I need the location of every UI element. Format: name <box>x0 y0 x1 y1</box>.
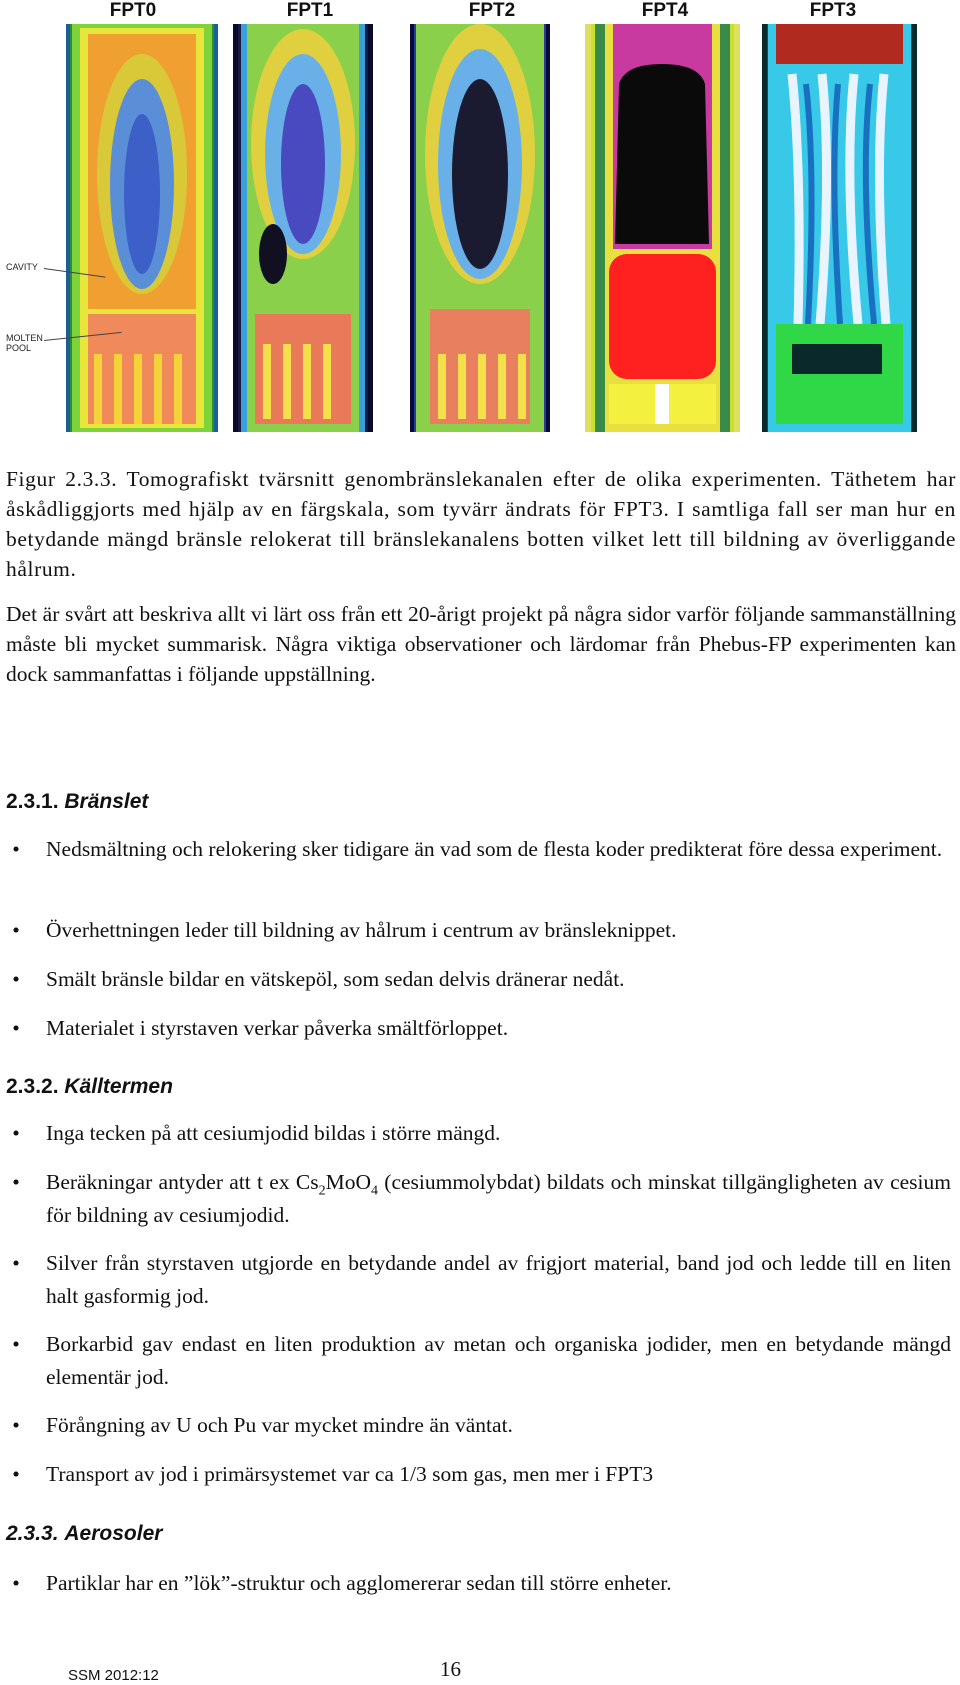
bullet-item: • Förångning av U och Pu var mycket mindre än väntat. <box>6 1409 956 1442</box>
bullet-icon: • <box>12 1170 20 1194</box>
panel-label-fpt3: FPT3 <box>809 0 857 21</box>
panel-label-fpt0: FPT0 <box>109 0 157 21</box>
figure-caption: Figur 2.3.3. Tomografiskt tvärsnitt genombränslekanalen efter de olika experimenten. Täthetem har åskådliggjorts med hjälp av en färgskala, som tyvärr ändrats för FPT3. I samtliga fall ser man hur en betydande mängd bränsle relokerat till bränslekanalens botten vilket lett till bildning av överliggande hålrum. <box>6 467 956 581</box>
bullet-icon: • <box>12 967 20 991</box>
bullet-item: • Borkarbid gav endast en liten produktion av metan och organiska jodider, men en betydande mängd elementär jod. <box>6 1328 956 1394</box>
bullet-item: • Smält bränsle bildar en vätskepöl, som sedan delvis dränerar nedåt. <box>6 963 956 996</box>
bullet-icon: • <box>12 1121 20 1145</box>
panel-label-fpt4: FPT4 <box>641 0 689 21</box>
bullet-icon: • <box>12 1462 20 1486</box>
section-title: Bränslet <box>64 790 149 813</box>
cavity-label: CAVITY <box>6 262 38 272</box>
tomography-figure <box>0 0 960 440</box>
tomogram-fpt4 <box>585 24 740 432</box>
bullet-icon: • <box>12 918 20 942</box>
section-number: 2.3.3. <box>6 1522 59 1545</box>
tomogram-fpt3 <box>762 24 917 432</box>
pool-label: POOL <box>6 343 32 353</box>
bullet-item: • Inga tecken på att cesiumjodid bildas i större mängd. <box>6 1117 956 1150</box>
tomogram-fpt0 <box>66 24 218 432</box>
tomogram-fpt1 <box>233 24 373 432</box>
bullet-item: • Nedsmältning och relokering sker tidigare än vad som de flesta koder predikterat före dessa experiment. <box>6 833 956 866</box>
bullet-icon: • <box>12 837 20 861</box>
section-title: Aerosoler <box>64 1522 163 1545</box>
bullet-icon: • <box>12 1251 20 1275</box>
tomogram-fpt2 <box>410 24 550 432</box>
section-heading-aerosoler <box>6 1522 162 1546</box>
panel-label-fpt2: FPT2 <box>468 0 516 21</box>
bullet-icon: • <box>12 1413 20 1437</box>
bullet-item: • Silver från styrstaven utgjorde en betydande andel av frigjort material, band jod och ledde till en liten halt gasformig jod. <box>6 1247 956 1313</box>
molten-label: MOLTEN <box>6 333 43 343</box>
page-number: 16 <box>440 1657 461 1681</box>
section-heading-bränslet <box>6 790 148 814</box>
panel-label-fpt1: FPT1 <box>286 0 334 21</box>
bullet-icon: • <box>12 1332 20 1356</box>
bullet-item: • Överhettningen leder till bildning av hålrum i centrum av bränsleknippet. <box>6 914 956 947</box>
intro-paragraph: Det är svårt att beskriva allt vi lärt oss från ett 20-årigt projekt på några sidor varför följande sammanställning måste bli mycket summarisk. Några viktiga observationer och lärdomar från Phebus-FP experimenten kan dock sammanfattas i följande uppställning. <box>6 602 956 686</box>
bullet-icon: • <box>12 1571 20 1595</box>
bullet-item: • Materialet i styrstaven verkar påverka smältförloppet. <box>6 1012 956 1045</box>
bullet-icon: • <box>12 1016 20 1040</box>
section-number: 2.3.2. <box>6 1075 59 1098</box>
section-title: Källtermen <box>64 1075 173 1098</box>
bullet-item: • Beräkningar antyder att t ex $Cs_2MoO_4$ (cesiummolybdat) bildats och minskat tillgängligheten av cesium för bildning av cesiumjodid. <box>6 1166 956 1232</box>
section-number: 2.3.1. <box>6 790 59 813</box>
footer-series: SSM 2012:12 <box>68 1667 159 1684</box>
bullet-item: • Transport av jod i primärsystemet var ca 1/3 som gas, men mer i FPT3 <box>6 1458 956 1491</box>
section-heading-källtermen <box>6 1075 173 1099</box>
bullet-item: • Partiklar har en ”lök”-struktur och agglomererar sedan till större enheter. <box>6 1567 956 1600</box>
